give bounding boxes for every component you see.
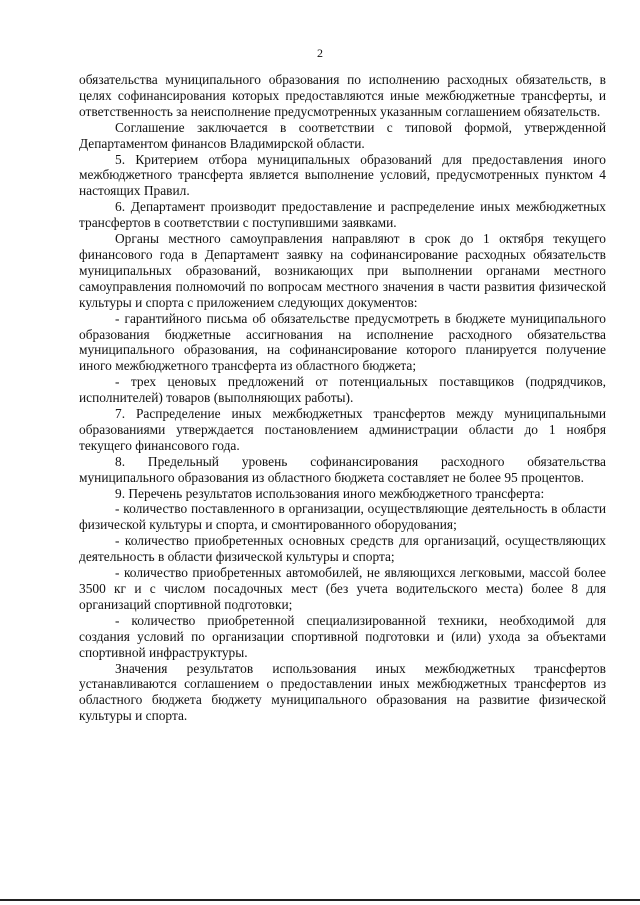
- paragraph-item-5: 5. Критерием отбора муниципальных образований для предоставления иного межбюджетного трансферта является выполнение условий, предусмотренных пунктом 4 настоящих Правил.: [79, 151, 606, 199]
- paragraph: Органы местного самоуправления направляют в срок до 1 октября текущего финансового года в Департамент заявку на софинансирование расходных обязательств муниципальных образований, возникающих при выполнении органами местного самоуправления полномочий по вопросам местного значения в части развития физической культуры и спорта с приложением следующих документов:: [79, 231, 606, 310]
- list-item: - количество приобретенной специализированной техники, необходимой для создания условий по организации спортивной подготовки и (или) ухода за объектами спортивной инфраструктуры.: [79, 612, 606, 660]
- paragraph-item-7: 7. Распределение иных межбюджетных трансфертов между муниципальными образованиями утверждается постановлением администрации области до 1 ноября текущего финансового года.: [79, 406, 606, 453]
- page-number: 2: [317, 46, 323, 60]
- list-item: - количество приобретенных основных средств для организаций, осуществляющих деятельность в области физической культуры и спорта;: [79, 533, 606, 565]
- paragraph-item-9: 9. Перечень результатов использования иного межбюджетного трансферта:: [115, 485, 545, 501]
- list-item: - количество приобретенных автомобилей, не являющихся легковыми, массой более 3500 кг и с числом посадочных мест (без учета водительского места) более 8 для организаций спортивной подготовки;: [79, 565, 606, 612]
- paragraph: обязательства муниципального образования по исполнению расходных обязательств, в целях софинансирования которых предоставляются иные межбюджетные трансферты, и ответственность за неисполнение предусмотренных указанным соглашением обязательств.: [79, 72, 606, 119]
- list-item: - количество поставленного в организации, осуществляющие деятельность в области физической культуры и спорта, и смонтированного оборудования;: [79, 501, 606, 533]
- paragraph-item-6: 6. Департамент производит предоставление и распределение иных межбюджетных трансфертов в соответствии с поступившими заявками.: [79, 199, 606, 231]
- list-item: - трех ценовых предложений от потенциальных поставщиков (подрядчиков, исполнителей) товаров (выполняющих работы).: [79, 374, 606, 406]
- paragraph-item-8: 8. Предельный уровень софинансирования расходного обязательства муниципального образования из областного бюджета составляет не более 95 процентов.: [79, 453, 606, 485]
- paragraph: Соглашение заключается в соответствии с типовой формой, утвержденной Департаментом финансов Владимирской области.: [79, 119, 606, 151]
- document-body: [79, 72, 606, 724]
- paragraph: Значения результатов использования иных межбюджетных трансфертов устанавливаются соглашением о предоставлении иных межбюджетных трансфертов из областного бюджета бюджету муниципального образования на развитие физической культуры и спорта.: [79, 660, 606, 724]
- list-item: - гарантийного письма об обязательстве предусмотреть в бюджете муниципального образования бюджетные ассигнования на исполнение расходного обязательства муниципального образования, на софинансирование которого планируется получение иного межбюджетного трансферта из областного бюджета;: [79, 310, 606, 374]
- bottom-divider: [0, 899, 640, 901]
